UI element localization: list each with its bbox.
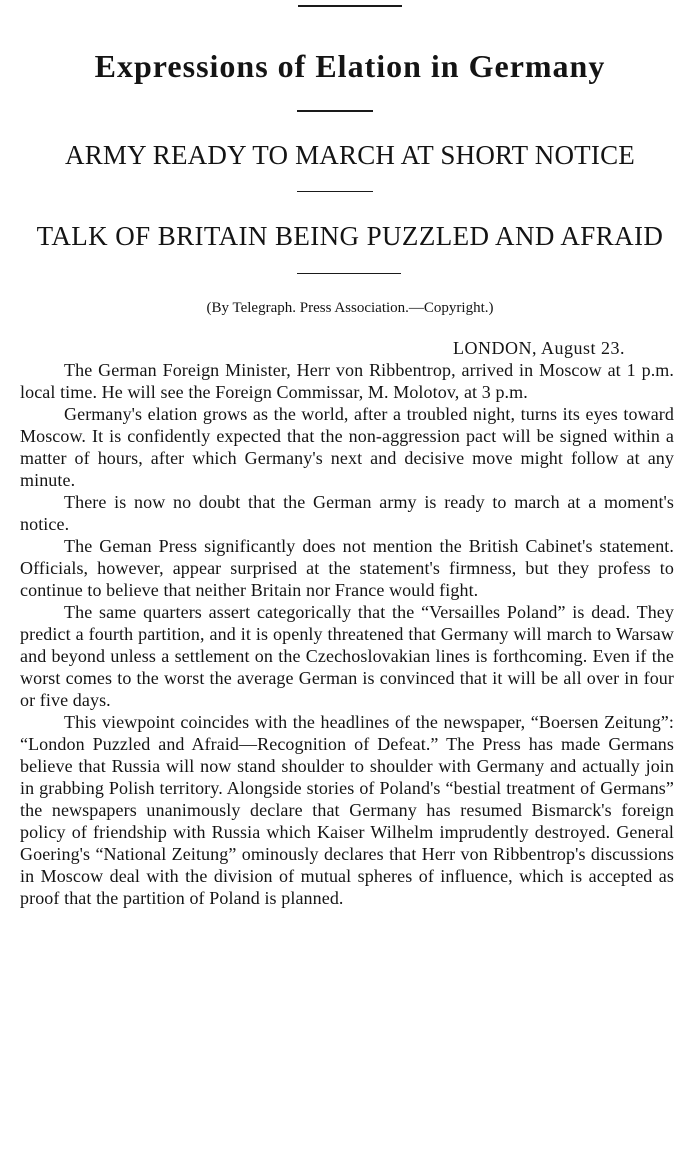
byline: (By Telegraph. Press Association.—Copyright.)	[206, 300, 494, 316]
dateline: LONDON, August 23.	[452, 338, 625, 358]
divider-rule-2	[297, 191, 373, 192]
headline-sub-britain: TALK OF BRITAIN BEING PUZZLED AND AFRAID	[36, 221, 664, 251]
paragraph-3: There is now no doubt that the German army is ready to march at a moment's notice.	[20, 492, 674, 534]
top-rule	[298, 5, 402, 7]
divider-rule-3	[297, 273, 401, 274]
paragraph-1: The German Foreign Minister, Herr von Ribbentrop, arrived in Moscow at 1 p.m. local time. He will see the Foreign Commissar, M. Molotov, at 3 p.m.	[20, 360, 674, 402]
headline-sub-army: ARMY READY TO MARCH AT SHORT NOTICE	[65, 140, 635, 170]
divider-rule-1	[297, 110, 373, 112]
paragraph-2: Germany's elation grows as the world, after a troubled night, turns its eyes toward Moscow. It is confidently expected that the non-aggression pact will be signed within a matter of hours, after which Germany's next and decisive move might follow at any minute.	[20, 404, 674, 490]
article-body	[20, 359, 674, 909]
paragraph-5: The same quarters assert categorically that the “Versailles Poland” is dead. They predict a fourth partition, and it is openly threatened that Germany will march to Warsaw and beyond unless a settlement on the Czechoslovakian lines is forthcoming. Even if the worst comes to the worst the average German is convinced that it will be all over in four or five days.	[20, 602, 674, 710]
headline-main: Expressions of Elation in Germany	[94, 48, 606, 84]
paragraph-6: This viewpoint coincides with the headlines of the newspaper, “Boersen Zeitung”: “London Puzzled and Afraid—Recognition of Defeat.” The Press has made Germans believe that Russia will now stand shoulder to shoulder with Germany and actually join in grabbing Polish territory. Alongside stories of Poland's “bestial treatment of Germans” the newspapers unanimously declare that Germany has resumed Bismarck's foreign policy of friendship with Russia which Kaiser Wilhelm imprudently destroyed. General Goering's “National Zeitung” ominously declares that Herr von Ribbentrop's discussions in Moscow deal with the division of mutual spheres of influence, which is accepted as proof that the partition of Poland is planned.	[20, 712, 674, 908]
paragraph-4: The Geman Press significantly does not mention the British Cabinet's statement. Officials, however, appear surprised at the statement's firmness, but they profess to continue to believe that neither Britain nor France would fight.	[20, 536, 674, 600]
